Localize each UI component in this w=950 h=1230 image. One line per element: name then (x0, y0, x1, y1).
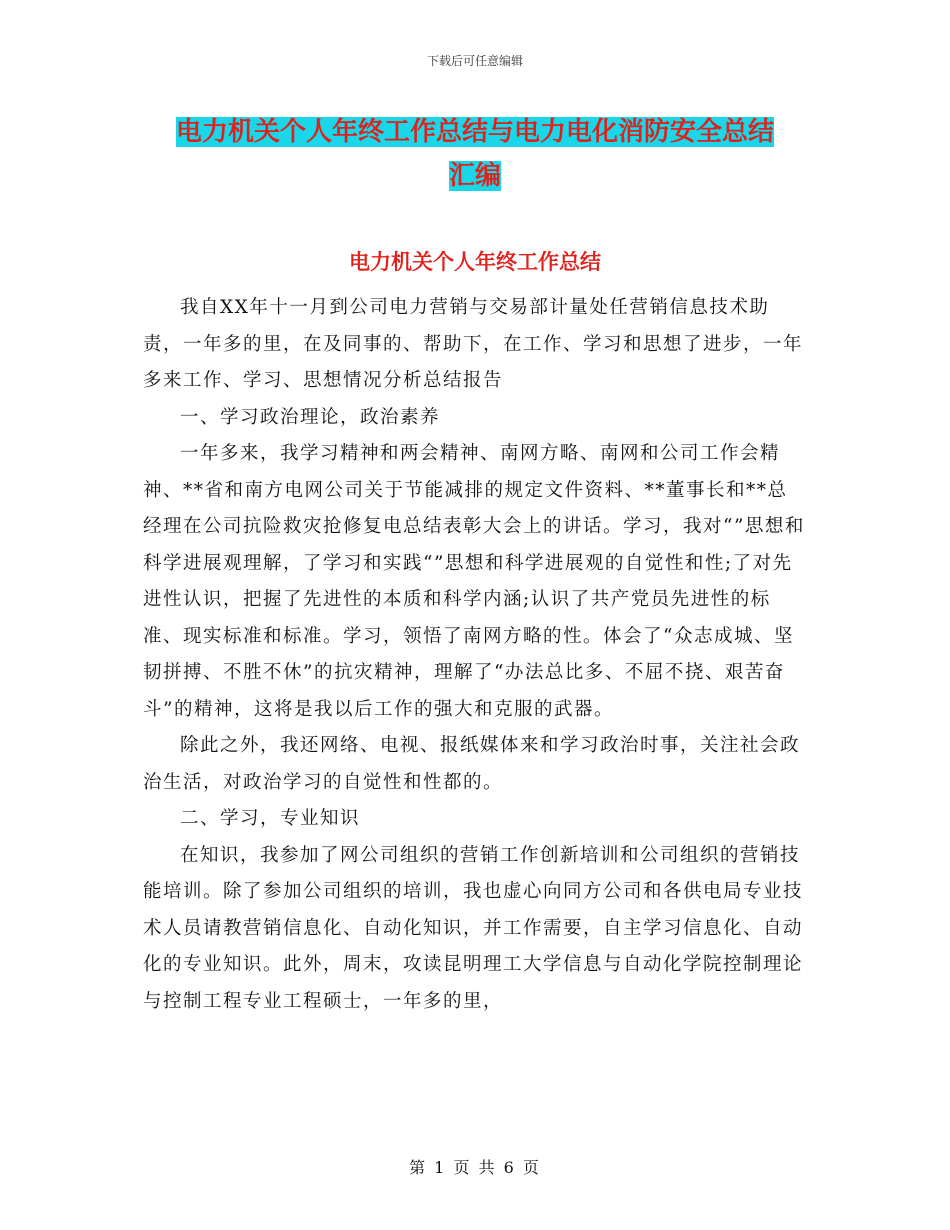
header-note: 下载后可任意编辑 (426, 54, 523, 68)
document-title (140, 110, 810, 198)
paragraph-heading: 二、学习，专业知识 (180, 808, 361, 829)
title-line-1: 电力机关个人年终工作总结与电力电化消防安全总结 (175, 117, 774, 147)
paragraph-heading: 一、学习政治理论，政治素养 (180, 406, 441, 428)
paragraph: 一年多来，我学习精神和两会精神、南网方略、南网和公司工作会精神、**省和南方电网公司关于节能减排的规定文件资料、**董事长和**总经理在公司抗险救灾抢修复电总结表彰大会上的讲话。学习，我对“”思想和科学进展观理解，了学习和实践“”思想和科学进展观的自觉性和性;了对先进性认识，把握了先进性的本质和科学内涵;认识了共产党员先进性的标准、现实标准和标准。学习，领悟了南网方略的性。体会了“众志成城、坚韧拼搏、不胜不休”的抗灾精神，理解了“办法总比多、不屈不挠、艰苦奋斗”的精神，这将是我以后工作的强大和克服的武器。 (143, 443, 805, 720)
paragraph: 除此之外，我还网络、电视、报纸媒体来和学习政治时事，关注社会政治生活，对政治学习的自觉性和性都的。 (143, 735, 801, 793)
title-line-2: 汇编 (448, 161, 501, 191)
paragraph: 在知识，我参加了网公司组织的营销工作创新培训和公司组织的营销技能培训。除了参加公司组织的培训，我也虚心向同方公司和各供电局专业技术人员请教营销信息化、自动化知识，并工作需要，自主学习信息化、自动化的专业知识。此外，周末，攻读昆明理工大学信息与自动化学院控制理论与控制工程专业工程硕士，一年多的里， (143, 844, 804, 1012)
paragraph: 我自XX年十一月到公司电力营销与交易部计量处任营销信息技术助责，一年多的里，在及同事的、帮助下，在工作、学习和思想了进步，一年多来工作、学习、思想情况分析总结报告 (143, 297, 804, 391)
page-footer: 第 1 页 共 6 页 (409, 1158, 541, 1177)
section-title: 电力机关个人年终工作总结 (349, 250, 601, 274)
body-text (143, 290, 807, 1020)
